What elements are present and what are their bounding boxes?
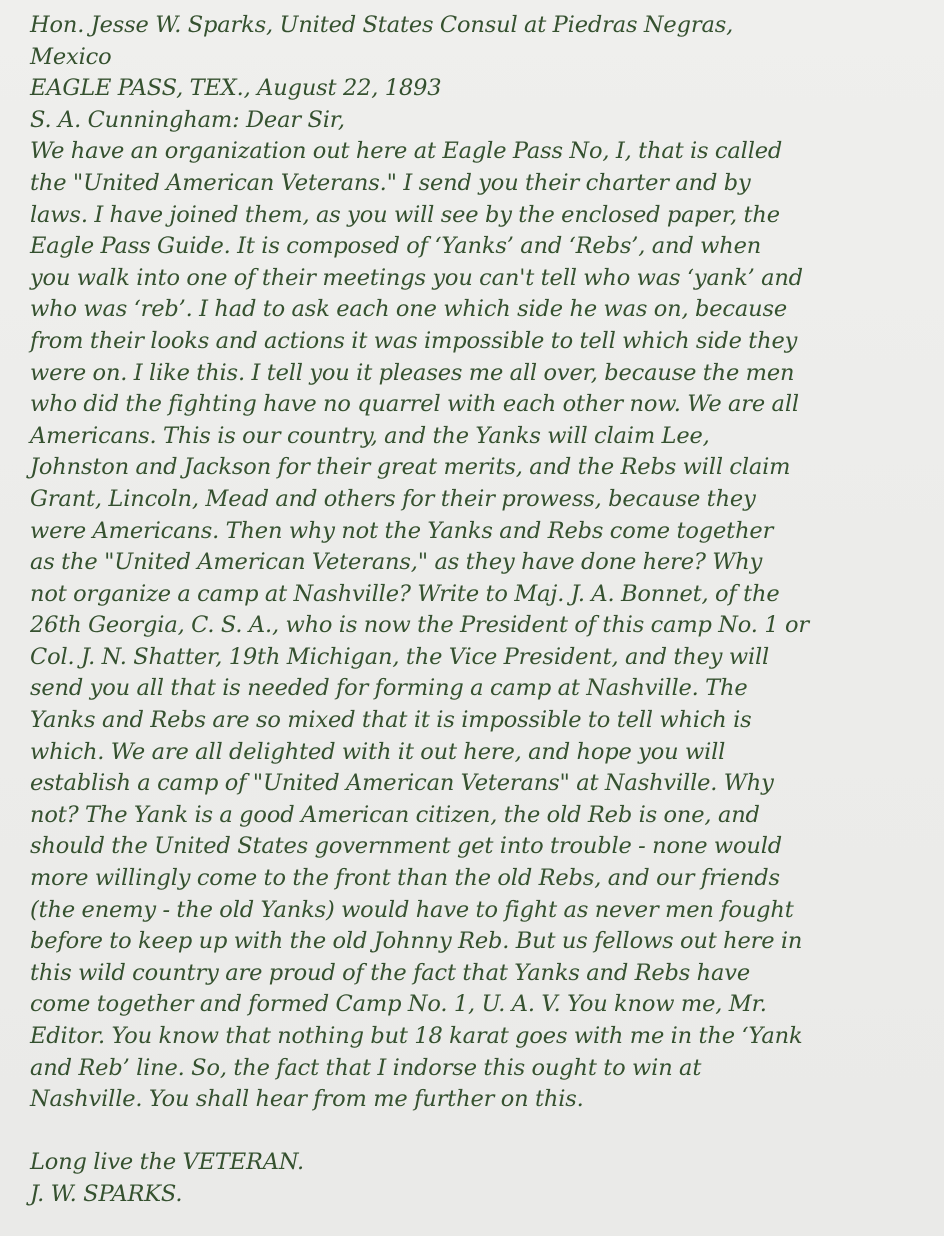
letter-body-line: send you all that is needed for forming a camp at Nashville. The [30,675,748,702]
letter-body-line: Johnston and Jackson for their great merits, and the Rebs will claim [30,454,791,481]
letter-header-line: Hon. Jesse W. Sparks, United States Consul at Piedras Negras, [30,12,734,38]
letter-body-line: Eagle Pass Guide. It is composed of ‘Yanks’ and ‘Rebs’, and when [30,233,762,260]
letter-body-line: were on. I like this. I tell you it pleases me all over, because the men [30,359,795,386]
letter-body-line: establish a camp of "United American Veterans" at Nashville. Why [30,770,774,797]
letter-body-line: you walk into one of their meetings you can't tell who was ‘yank’ and [30,264,803,291]
paragraph-gap [30,1116,935,1148]
letter-body-line: as the "United American Veterans," as they have done here? Why [30,549,763,576]
letter-body-line: We have an organization out here at Eagle Pass No, I, that is called [30,138,783,165]
letter-salutation: S. A. Cunningham: Dear Sir, [30,106,345,133]
letter-body-line: Col. J. N. Shatter, 19th Michigan, the Vice President, and they will [30,643,770,670]
letter-body-line: Nashville. You shall hear from me further on this. [30,1086,584,1113]
letter-body-line: should the United States government get into trouble - none would [30,833,783,860]
letter-body-line: Americans. This is our country, and the Yanks will claim Lee, [30,422,710,449]
letter-body-line: not? The Yank is a good American citizen, the old Reb is one, and [30,801,760,828]
letter-body-line: more willingly come to the front than the old Rebs, and our friends [30,865,780,892]
letter-header-line: Mexico [30,43,112,70]
letter-body-line: Yanks and Rebs are so mixed that it is impossible to tell which is [30,707,752,734]
letter-body-line: were Americans. Then why not the Yanks and Rebs come together [30,517,774,544]
letter-body-line: 26th Georgia, C. S. A., who is now the President of this camp No. 1 or [30,612,809,639]
letter-body-line: come together and formed Camp No. 1, U. A. V. You know me, Mr. [30,991,767,1018]
letter-body-line: this wild country are proud of the fact that Yanks and Rebs have [30,959,751,986]
letter-body-line: Editor. You know that nothing but 18 karat goes with me in the ‘Yank [30,1023,803,1049]
letter-body-line: (the enemy - the old Yanks) would have to fight as never men fought [30,896,794,923]
letter-body-line: before to keep up with the old Johnny Reb. But us fellows out here in [30,928,803,955]
letter-body-line: not organize a camp at Nashville? Write to Maj. J. A. Bonnet, of the [30,580,780,607]
letter [30,10,935,1211]
letter-body-line: Grant, Lincoln, Mead and others for their prowess, because they [30,485,756,512]
letter-body-line: the "United American Veterans." I send you their charter and by [30,169,751,196]
letter-body-line: from their looks and actions it was impossible to tell which side they [30,327,798,354]
letter-body-line: and Reb’ line. So, the fact that I indorse this ought to win at [30,1054,702,1081]
letter-body-line: who was ‘reb’. I had to ask each one which side he was on, because [30,296,788,323]
letter-dateline: EAGLE PASS, TEX., August 22, 1893 [30,75,442,102]
letter-closing: Long live the VETERAN. [30,1149,305,1176]
letter-body-line: which. We are all delighted with it out here, and hope you will [30,738,726,765]
letter-signature: J. W. SPARKS. [30,1180,183,1207]
letter-body-line: who did the fighting have no quarrel with each other now. We are all [30,391,799,418]
letter-body-line: laws. I have joined them, as you will see by the enclosed paper, the [30,201,780,228]
